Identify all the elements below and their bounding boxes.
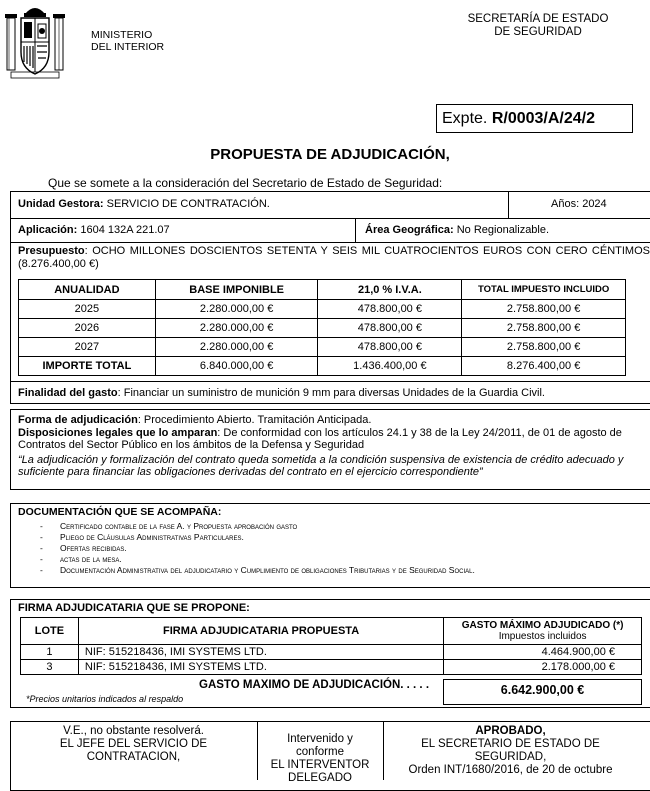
aplicacion: Aplicación: 1604 132A 221.07 bbox=[18, 224, 170, 236]
list-item: - Pliego de Cláusulas Administrativas Particulares. bbox=[18, 532, 648, 543]
unidad-gestora: Unidad Gestora: SERVICIO DE CONTRATACIÓN. bbox=[18, 198, 270, 210]
finalidad: Finalidad del gasto: Financiar un suministro de munición 9 mm para diversas Unidades de la Guardia Civil. bbox=[18, 387, 545, 399]
expediente-box bbox=[436, 104, 633, 133]
list-item: - Ofertas recibidas. bbox=[18, 543, 648, 554]
col-gasto: GASTO MÁXIMO ADJUDICADO (*) bbox=[461, 620, 624, 631]
footnote: *Precios unitarios indicados al respaldo bbox=[26, 694, 184, 704]
secretaria-line2: DE SEGURIDAD bbox=[494, 26, 582, 38]
ministry-name-line2: DEL INTERIOR bbox=[91, 41, 165, 53]
col-gasto-sub: Impuestos incluidos bbox=[498, 631, 587, 642]
firma-title: FIRMA ADJUDICATARIA QUE SE PROPONE: bbox=[18, 602, 250, 614]
page-title: PROPUESTA DE ADJUDICACIÓN, bbox=[210, 146, 450, 163]
list-item: - Certificado contable de la fase A. y Propuesta aprobación gasto bbox=[18, 521, 648, 532]
disposiciones-legales: Disposiciones legales que lo amparan: De conformidad con los artículos 24.1 y 38 de la Ley 24/2011, de 01 de agosto de Contratos del Sector Público en los ámbitos de la Defensa y Seguridad bbox=[18, 426, 622, 451]
budget-table bbox=[18, 279, 626, 376]
forma-adjudicacion: Forma de adjudicación: Procedimiento Abierto. Tramitación Anticipada. bbox=[18, 414, 372, 426]
col-firma: FIRMA ADJUDICATARIA PROPUESTA bbox=[78, 618, 443, 645]
table-total-row: IMPORTE TOTAL 6.840.000,00 € 1.436.400,00 € 8.276.400,00 € bbox=[19, 357, 626, 376]
gasto-maximo-label: GASTO MAXIMO DE ADJUDICACIÓN. . . . . bbox=[199, 679, 430, 691]
secretaria-line1: SECRETARÍA DE ESTADO bbox=[467, 13, 609, 25]
clausula-suspensiva: “La adjudicación y formalización del contrato queda sometida a la condición suspensiva de existencia de crédito adecuado y suficiente para financiar las obligaciones derivadas del contrato en el ejercicio correspondiente” bbox=[18, 453, 624, 478]
presupuesto: Presupuesto: OCHO MILLONES DOSCIENTOS SETENTA Y SEIS MIL CUATROCIENTOS EUROS CON CERO CÉNTIMOS (8.276.400,00 €) bbox=[18, 245, 650, 270]
subtitle: Que se somete a la consideración del Secretario de Estado de Seguridad: bbox=[48, 176, 443, 190]
ministry-name-line1: MINISTERIO bbox=[91, 29, 153, 41]
col-lote: LOTE bbox=[21, 618, 79, 645]
signature-jefe-servicio: V.E., no obstante resolverá. EL JEFE DEL SERVICIO DE CONTRATACION, bbox=[59, 725, 208, 763]
col-base: BASE IMPONIBLE bbox=[155, 280, 318, 300]
table-row: 3 NIF: 515218436, IMI SYSTEMS LTD. 2.178.000,00 € bbox=[21, 660, 642, 675]
table-row: 1 NIF: 515218436, IMI SYSTEMS LTD. 4.464.900,00 € bbox=[21, 645, 642, 660]
table-row: 2027 2.280.000,00 € 478.800,00 € 2.758.800,00 € bbox=[19, 338, 626, 357]
signature-secretario: APROBADO, EL SECRETARIO DE ESTADO DE SEGURIDAD, Orden INT/1680/2016, de 20 de octubre bbox=[408, 725, 613, 776]
documentacion-list bbox=[18, 521, 648, 576]
list-item: - Documentación Administrativa del adjudicatario y Cumplimiento de obligaciones Tributarias y de Seguridad Social. bbox=[18, 565, 648, 576]
documentacion-title: DOCUMENTACIÓN QUE SE ACOMPAÑA: bbox=[18, 506, 222, 518]
gasto-maximo-total: 6.642.900,00 € bbox=[500, 683, 585, 697]
list-item: - actas de la mesa. bbox=[18, 554, 648, 565]
signature-interventor: Intervenido y conforme EL INTERVENTOR DELEGADO bbox=[270, 733, 370, 784]
col-anualidad: ANUALIDAD bbox=[19, 280, 156, 300]
anos: Años: 2024 bbox=[551, 198, 607, 210]
col-iva: 21,0 % I.V.A. bbox=[318, 280, 462, 300]
col-total: TOTAL IMPUESTO INCLUIDO bbox=[462, 280, 626, 300]
expte-number: R/0003/A/24/2 bbox=[491, 110, 595, 127]
firma-table bbox=[20, 617, 642, 675]
expte-label: Expte. bbox=[442, 110, 488, 127]
table-row: 2026 2.280.000,00 € 478.800,00 € 2.758.800,00 € bbox=[19, 319, 626, 338]
table-row: 2025 2.280.000,00 € 478.800,00 € 2.758.800,00 € bbox=[19, 300, 626, 319]
area-geografica: Área Geográfica: No Regionalizable. bbox=[365, 224, 550, 236]
coat-of-arms-logo bbox=[5, 0, 65, 80]
